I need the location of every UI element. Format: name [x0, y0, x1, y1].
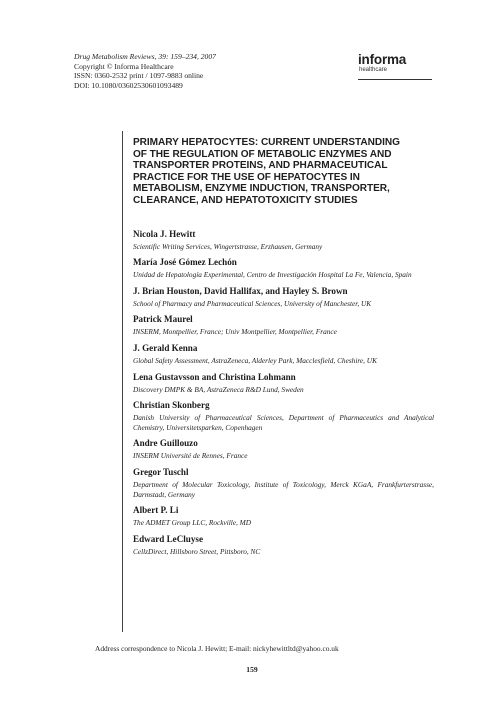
- author-entry: [133, 505, 434, 528]
- author-entry: [133, 438, 434, 461]
- author-affiliation: Unidad de Hepatología Experimental, Centro de Investigación Hospital La Fe, Valencia, Spain: [133, 270, 412, 280]
- correspondence-note: Address correspondence to Nicola J. Hewitt; E-mail: nickyhewittltd@yahoo.co.uk: [95, 644, 339, 653]
- title-line: METABOLISM, ENZYME INDUCTION, TRANSPORTER,: [133, 183, 390, 195]
- journal-citation: Drug Metabolism Reviews, 39: 159–234, 2007: [74, 52, 216, 61]
- doi-line: DOI: 10.1080/03602530601093489: [74, 80, 183, 90]
- author-entry: [133, 257, 434, 280]
- author-name: María José Gómez Lechón: [133, 257, 237, 268]
- author-affiliation: School of Pharmacy and Pharmaceutical Sciences, University of Manchester, UK: [133, 298, 372, 308]
- author-affiliation: Scientific Writing Services, Wingertstrasse, Erzhausen, Germany: [133, 241, 323, 251]
- author-affiliation: CellzDirect, Hillsboro Street, Pittsboro, NC: [133, 546, 261, 556]
- author-affiliation: Discovery DMPK & BA, AstraZeneca R&D Lund, Sweden: [133, 384, 304, 394]
- author-name: Lena Gustavsson and Christina Lohmann: [133, 371, 296, 382]
- author-name: Christian Skonberg: [133, 400, 210, 411]
- title-line: PRIMARY HEPATOCYTES: CURRENT UNDERSTANDING: [133, 137, 400, 148]
- author-affiliation: Danish University of Pharmaceutical Sciences, Department of Pharmaceutics and Analytical Chemistry, Universitetsparken, Copenhagen: [133, 413, 434, 432]
- publisher-logo-rule: [358, 79, 432, 80]
- author-name: Nicola J. Hewitt: [133, 228, 196, 239]
- title-line: PRACTICE FOR THE USE OF HEPATOCYTES IN: [133, 171, 360, 183]
- author-name: Gregor Tuschl: [133, 466, 189, 477]
- author-list: [133, 229, 434, 557]
- author-entry: [133, 314, 434, 337]
- publisher-logo-sub: healthcare: [359, 67, 388, 73]
- author-affiliation: Global Safety Assessment, AstraZeneca, Alderley Park, Macclesfield, Cheshire, UK: [133, 355, 377, 365]
- author-entry: [133, 534, 434, 557]
- publisher-logo-word: informa: [358, 52, 407, 67]
- author-entry: [133, 286, 434, 309]
- author-name: J. Brian Houston, David Hallifax, and Hayley S. Brown: [133, 285, 348, 296]
- title-line: OF THE REGULATION OF METABOLIC ENZYMES AND: [133, 148, 392, 160]
- author-affiliation: INSERM Université de Rennes, France: [133, 451, 248, 461]
- copyright-line: Copyright © Informa Healthcare: [74, 61, 174, 71]
- author-name: Andre Guillouzo: [133, 438, 198, 449]
- author-affiliation: INSERM, Montpellier, France; Univ Montpellier, Montpellier, France: [133, 327, 337, 337]
- title-line: CLEARANCE, AND HEPATOTOXICITY STUDIES: [133, 194, 358, 206]
- author-entry: [133, 400, 434, 432]
- author-name: Edward LeCluyse: [133, 533, 203, 544]
- author-affiliation: Department of Molecular Toxicology, Institute of Toxicology, Merck KGaA, Frankfurterstrasse, Darmstadt, Germany: [133, 479, 434, 499]
- publisher-logo: [358, 53, 433, 80]
- author-name: Albert P. Li: [133, 505, 179, 516]
- article-title: [133, 137, 434, 207]
- author-entry: [133, 467, 434, 499]
- author-name: Patrick Maurel: [133, 314, 193, 325]
- article-front-matter: [122, 131, 434, 632]
- author-affiliation: The ADMET Group LLC, Rockville, MD: [133, 518, 252, 528]
- author-name: J. Gerald Kenna: [133, 342, 198, 353]
- author-entry: [133, 343, 434, 366]
- issn-line: ISSN: 0360-2532 print / 1097-9883 online: [74, 71, 204, 81]
- title-line: TRANSPORTER PROTEINS, AND PHARMACEUTICAL: [133, 160, 388, 172]
- author-entry: [133, 229, 434, 252]
- author-entry: [133, 372, 434, 395]
- page-number: 159: [246, 665, 258, 674]
